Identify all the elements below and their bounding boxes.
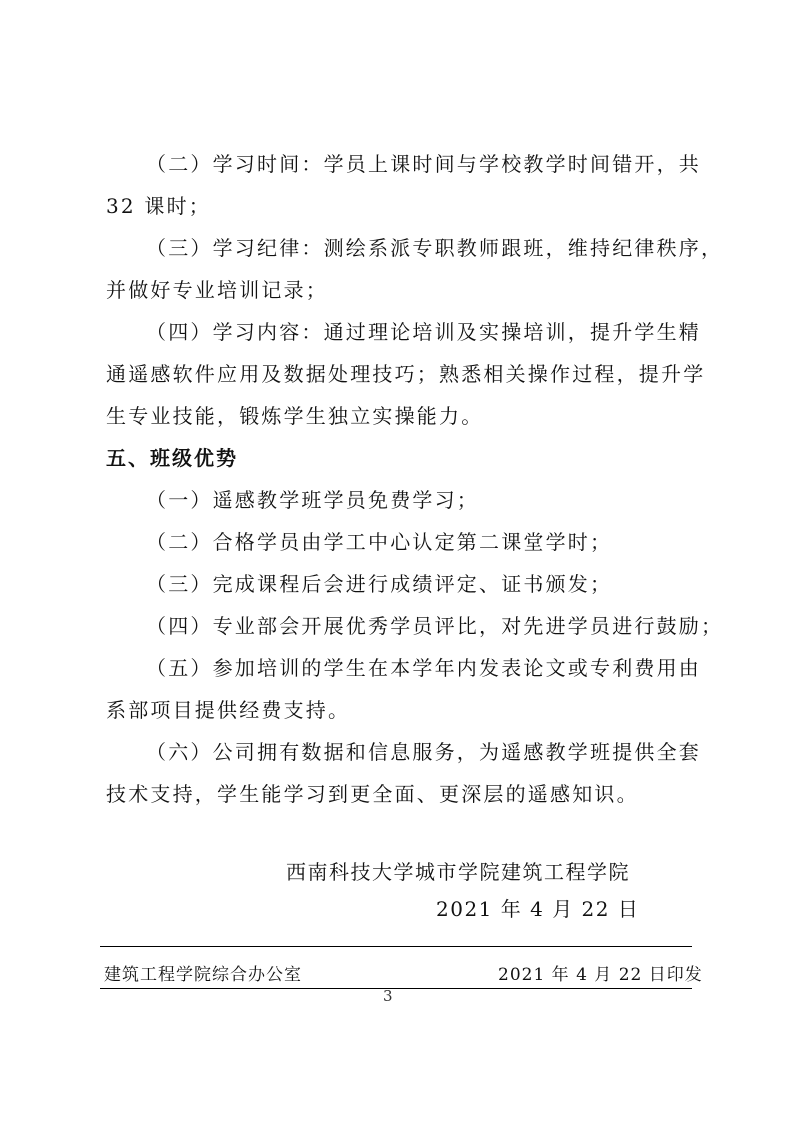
page-number: 3 bbox=[383, 987, 393, 1005]
advantage-item-4: （四）专业部会开展优秀学员评比，对先进学员进行鼓励； bbox=[146, 614, 724, 638]
footer-bottom-rule bbox=[100, 988, 692, 989]
advantage-item-6-line1: （六）公司拥有数据和信息服务，为遥感教学班提供全套 bbox=[146, 740, 701, 764]
para-content-line1: （四）学习内容：通过理论培训及实操培训，提升学生精 bbox=[146, 320, 701, 344]
signature-date: 2021 年 4 月 22 日 bbox=[436, 897, 640, 921]
footer-issued-date: 2021 年 4 月 22 日印发 bbox=[498, 965, 703, 985]
para-study-time-line2: 32 课时； bbox=[106, 194, 212, 218]
advantage-item-5-line2: 系部项目提供经费支持。 bbox=[106, 698, 351, 722]
para-discipline-line1: （三）学习纪律：测绘系派专职教师跟班，维持纪律秩序， bbox=[146, 236, 724, 260]
advantage-item-5-line1: （五）参加培训的学生在本学年内发表论文或专利费用由 bbox=[146, 656, 701, 680]
para-content-line3: 生专业技能，锻炼学生独立实操能力。 bbox=[106, 404, 484, 428]
para-discipline-line2: 并做好专业培训记录； bbox=[106, 278, 328, 302]
footer-top-rule bbox=[100, 946, 692, 947]
footer-office: 建筑工程学院综合办公室 bbox=[104, 965, 302, 985]
signature-organization: 西南科技大学城市学院建筑工程学院 bbox=[286, 860, 630, 884]
advantage-item-2: （二）合格学员由学工中心认定第二课堂学时； bbox=[146, 530, 613, 554]
advantage-item-3: （三）完成课程后会进行成绩评定、证书颁发； bbox=[146, 572, 613, 596]
section-heading: 五、班级优势 bbox=[106, 446, 238, 470]
advantage-item-6-line2: 技术支持，学生能学习到更全面、更深层的遥感知识。 bbox=[106, 782, 639, 806]
advantage-item-1: （一）遥感教学班学员免费学习； bbox=[146, 488, 479, 512]
para-content-line2: 通遥感软件应用及数据处理技巧；熟悉相关操作过程，提升学 bbox=[106, 362, 706, 386]
para-study-time-line1: （二）学习时间：学员上课时间与学校教学时间错开，共 bbox=[146, 152, 701, 176]
